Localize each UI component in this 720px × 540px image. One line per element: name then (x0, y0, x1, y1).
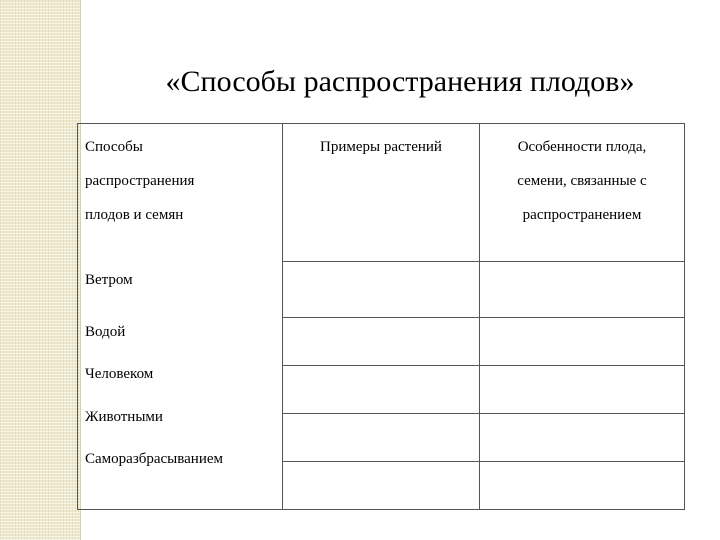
header-features (480, 124, 685, 262)
cell-features-human[interactable] (480, 366, 685, 414)
row-label-wind: Ветром (85, 271, 133, 288)
header-features-line-3: распространением (522, 207, 642, 223)
row-label-human: Человеком (85, 365, 154, 382)
header-features-line-1: Особенности плода, (517, 139, 647, 155)
header-methods-line-2: распространения (85, 173, 195, 189)
header-methods (78, 124, 283, 262)
table-header-row (78, 124, 685, 262)
cell-features-water[interactable] (480, 318, 685, 366)
decorative-side-band (0, 0, 80, 540)
cell-features-self[interactable] (480, 462, 685, 510)
header-features-line-2: семени, связанные с (517, 173, 647, 189)
header-examples (283, 124, 480, 262)
header-methods-line-3: плодов и семян (85, 207, 184, 223)
dispersal-table (77, 123, 685, 510)
cell-examples-human[interactable] (283, 366, 480, 414)
cell-examples-animals[interactable] (283, 414, 480, 462)
header-examples-line-1: Примеры растений (320, 139, 442, 155)
cell-features-wind[interactable] (480, 262, 685, 318)
row-label-self: Саморазбрасыванием (85, 450, 224, 467)
row-label-water: Водой (85, 323, 126, 340)
header-methods-line-1: Способы (85, 139, 143, 155)
methods-column (78, 262, 283, 510)
cell-features-animals[interactable] (480, 414, 685, 462)
table-row (78, 262, 685, 318)
cell-examples-wind[interactable] (283, 262, 480, 318)
page-title: «Способы распространения плодов» (165, 65, 635, 98)
cell-examples-self[interactable] (283, 462, 480, 510)
row-label-animals: Животными (85, 408, 163, 425)
cell-examples-water[interactable] (283, 318, 480, 366)
